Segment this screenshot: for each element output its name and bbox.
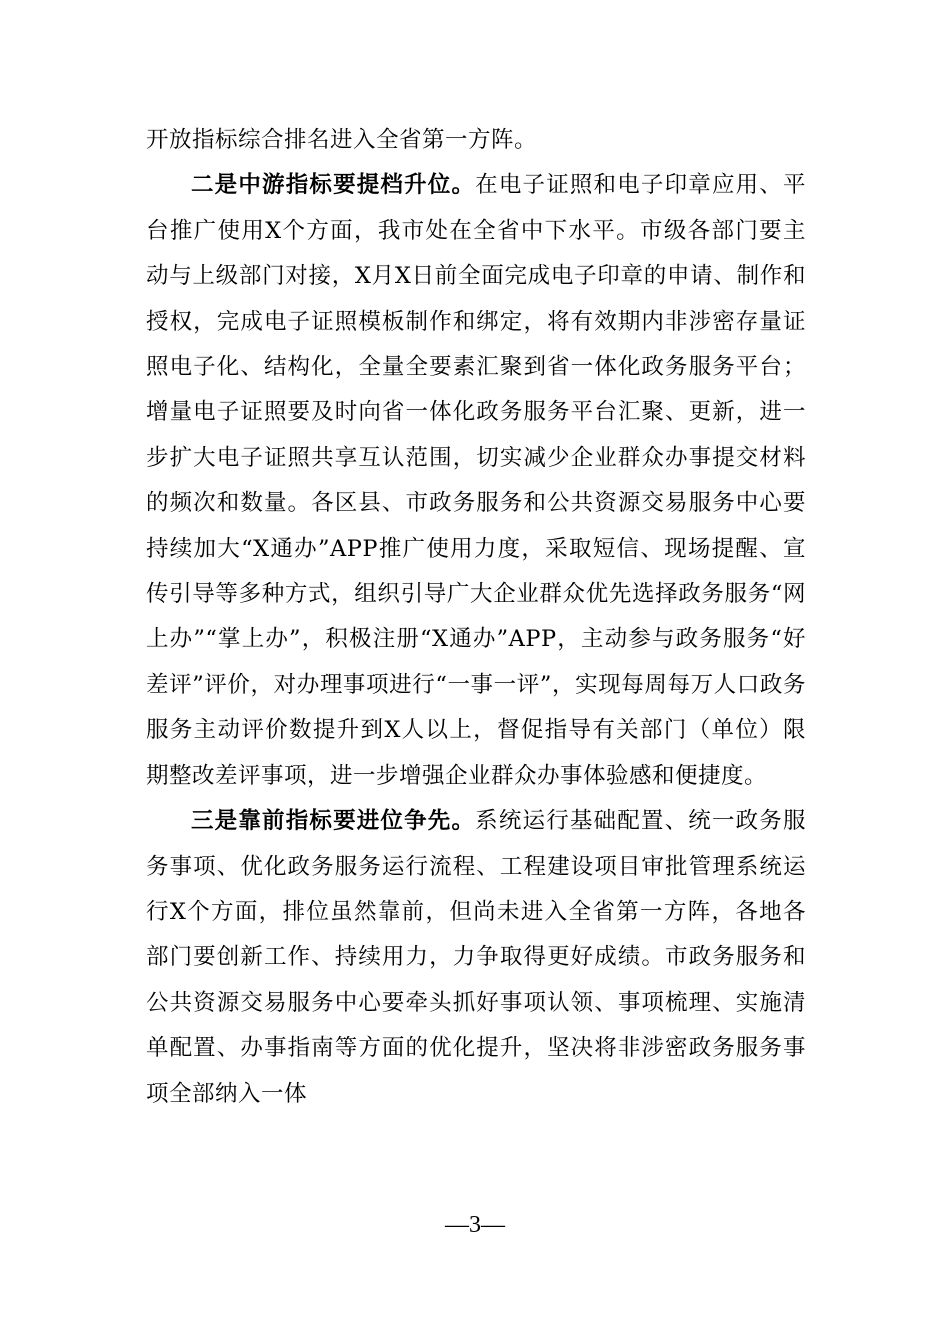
paragraph-3-text: 系统运行基础配置、统一政务服务事项、优化政务服务运行流程、工程建设项目审批管理系统运行X个方面，排位虽然靠前，但尚未进入全省第一方阵，各地各部门要创新工作、持续用力，力争取得更好成绩。市政务服务和公共资源交易服务中心要牵头抓好事项认领、事项梳理、实施清单配置、办事指南等方面的优化提升，坚决将非涉密政务服务事项全部纳入一体: [146, 808, 806, 1107]
paragraph-3: [146, 799, 806, 1117]
paragraph-2-text: 在电子证照和电子印章应用、平台推广使用X个方面，我市处在全省中下水平。市级各部门要主动与上级部门对接，X月X日前全面完成电子印章的申请、制作和授权，完成电子证照模板制作和绑定，将有效期内非涉密存量证照电子化、结构化，全量全要素汇聚到省一体化政务服务平台；增量电子证照要及时向省一体化政务服务平台汇聚、更新，进一步扩大电子证照共享互认范围，切实减少企业群众办事提交材料的频次和数量。各区县、市政务服务和公共资源交易服务中心要持续加大“X通办”APP推广使用力度，采取短信、现场提醒、宣传引导等多种方式，组织引导广大企业群众优先选择政务服务“网上办”“掌上办”，积极注册“X通办”APP，主动参与政务服务“好差评”评价，对办理事项进行“一事一评”，实现每周每万人口政务服务主动评价数提升到X人以上，督促指导有关部门（单位）限期整改差评事项，进一步增强企业群众办事体验感和便捷度。: [146, 172, 806, 789]
paragraph-1: [146, 118, 806, 163]
paragraph-3-lead: 三是靠前指标要进位争先。: [191, 808, 476, 835]
paragraph-1-text: 开放指标综合排名进入全省第一方阵。: [146, 127, 538, 153]
paragraph-2: [146, 163, 806, 799]
page-number: —3—: [445, 1212, 505, 1238]
body-text: [146, 118, 806, 1117]
paragraph-2-lead: 二是中游指标要提档升位。: [191, 172, 476, 199]
